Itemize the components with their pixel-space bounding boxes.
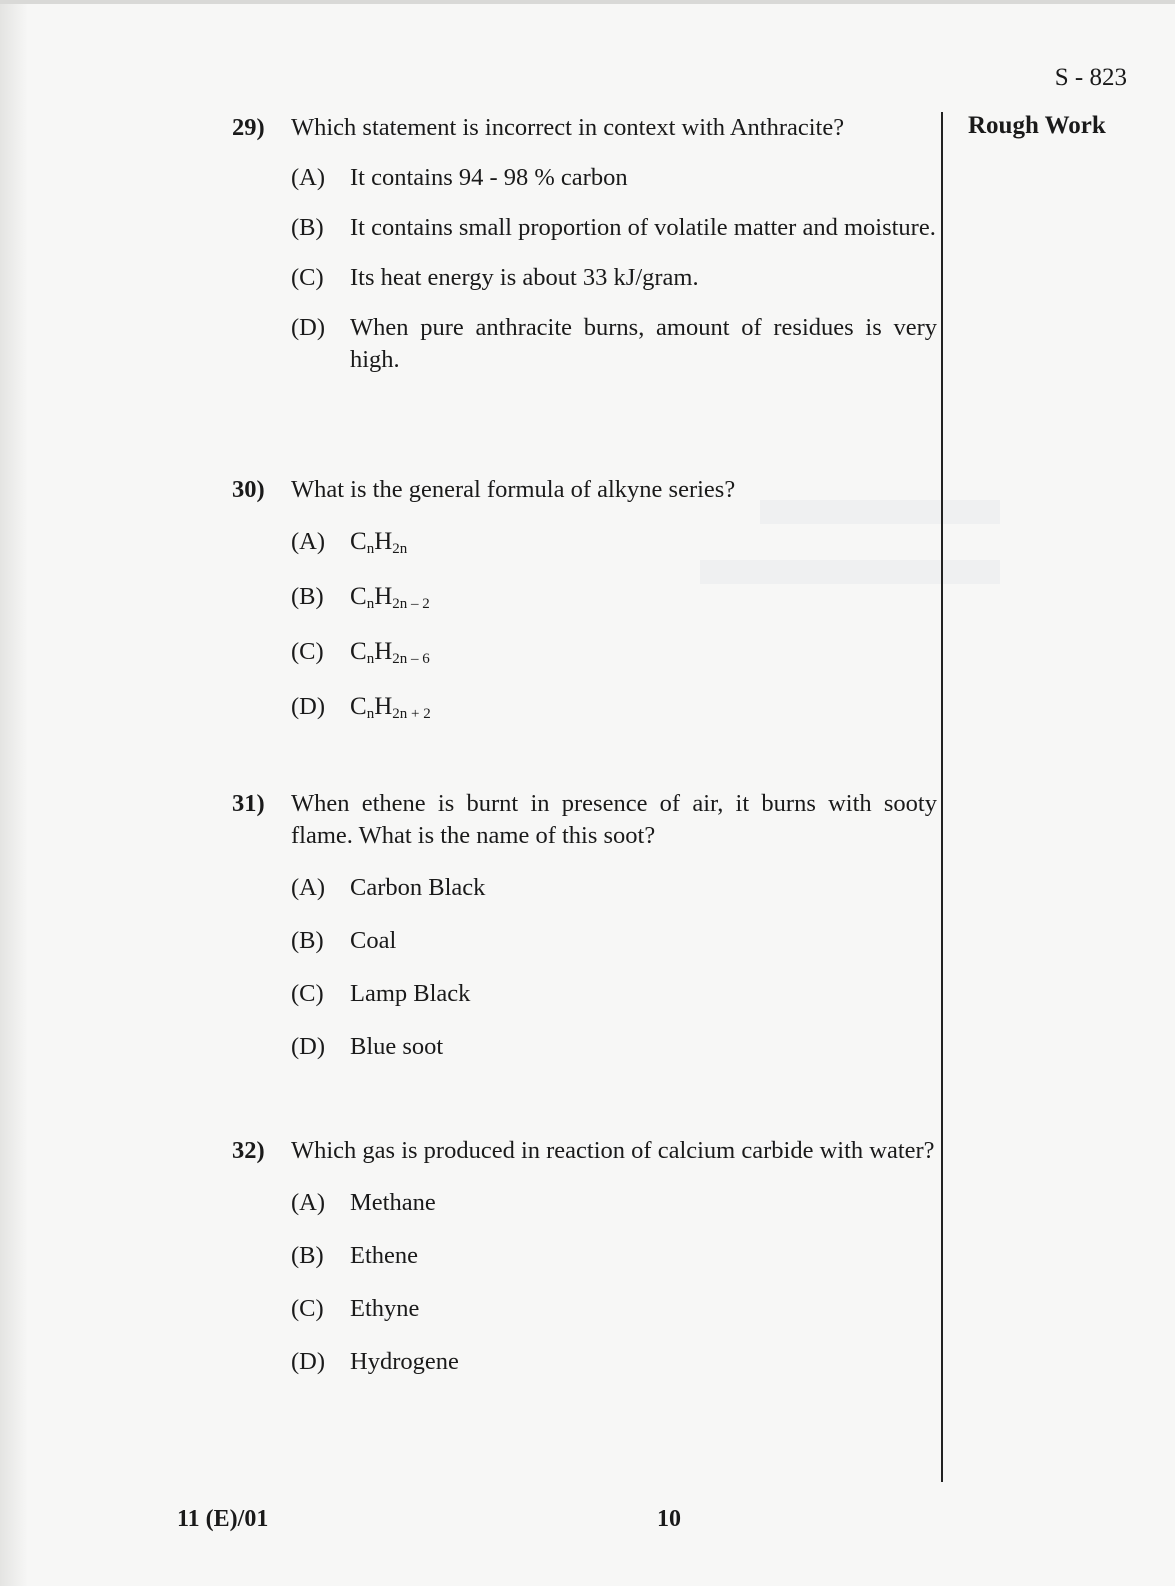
option-text: Methane [350, 1189, 436, 1216]
page-number: 10 [657, 1506, 681, 1532]
option-text: Blue soot [350, 1033, 444, 1060]
option-text: It contains small proportion of volatile matter and moisture. [350, 214, 936, 241]
formula-subscript: n [366, 596, 375, 612]
option-text: Its heat energy is about 33 kJ/gram. [350, 264, 699, 291]
formula [350, 526, 937, 561]
option-c [291, 1293, 937, 1325]
formula-hydrogen: H [374, 583, 393, 610]
option-letter: (D) [291, 314, 326, 341]
option-a [291, 872, 937, 904]
rough-work-heading: Rough Work [968, 112, 1106, 139]
formula-hydrogen: H [374, 693, 393, 720]
option-letter: (C) [291, 264, 324, 291]
option-text: Carbon Black [350, 874, 486, 901]
option-c [291, 978, 937, 1010]
option-letter: (C) [291, 638, 324, 665]
option-letter: (C) [291, 1295, 324, 1322]
option-letter: (B) [291, 1242, 324, 1269]
option-c [291, 636, 937, 671]
option-text: Ethyne [350, 1295, 420, 1322]
option-d [291, 1346, 937, 1378]
option-text: When pure anthracite burns, amount of residues is very high. [350, 314, 937, 373]
option-b [291, 1240, 937, 1272]
option-d [291, 1031, 937, 1063]
option-letter: (B) [291, 214, 324, 241]
question-text: Which statement is incorrect in context with Anthracite? [291, 114, 845, 141]
paper-code: S - 823 [1054, 64, 1127, 91]
formula-subscript: 2n – 2 [392, 596, 430, 612]
option-letter: (D) [291, 693, 326, 720]
top-edge [0, 0, 1175, 4]
question-30 [232, 474, 937, 726]
question-29 [232, 112, 937, 376]
question-number: 29) [232, 114, 265, 141]
option-text: Ethene [350, 1242, 419, 1269]
option-b [291, 212, 937, 244]
formula-carbon: C [350, 528, 367, 555]
question-text: When ethene is burnt in presence of air, it burns with sooty flame. What is the name of this soot? [291, 790, 937, 849]
option-letter: (C) [291, 980, 324, 1007]
option-a [291, 162, 937, 194]
formula-subscript: 2n [392, 541, 408, 557]
option-letter: (B) [291, 583, 324, 610]
option-letter: (A) [291, 164, 326, 191]
option-d [291, 312, 937, 376]
question-31 [232, 788, 937, 1063]
formula [350, 581, 937, 616]
option-text: Hydrogene [350, 1348, 459, 1375]
option-letter: (D) [291, 1033, 326, 1060]
formula [350, 636, 937, 671]
page-edge-shadow [0, 0, 28, 1586]
option-c [291, 262, 937, 294]
question-number: 30) [232, 476, 265, 503]
formula-hydrogen: H [374, 528, 393, 555]
option-letter: (D) [291, 1348, 326, 1375]
formula-carbon: C [350, 583, 367, 610]
formula-subscript: n [366, 651, 375, 667]
option-text: Coal [350, 927, 397, 954]
option-b [291, 581, 937, 616]
question-text: What is the general formula of alkyne series? [291, 476, 736, 503]
footer-code: 11 (E)/01 [177, 1506, 269, 1532]
rough-work-divider [941, 112, 943, 1482]
question-number: 31) [232, 790, 265, 817]
formula-hydrogen: H [374, 638, 393, 665]
formula-carbon: C [350, 693, 367, 720]
formula-subscript: 2n – 6 [392, 651, 430, 667]
option-b [291, 925, 937, 957]
option-letter: (A) [291, 528, 326, 555]
option-letter: (B) [291, 927, 324, 954]
formula-subscript: 2n + 2 [392, 706, 431, 722]
formula-subscript: n [366, 706, 375, 722]
option-text: It contains 94 - 98 % carbon [350, 164, 628, 191]
formula-subscript: n [366, 541, 375, 557]
option-a [291, 1187, 937, 1219]
option-letter: (A) [291, 874, 326, 901]
option-a [291, 526, 937, 561]
formula [350, 691, 937, 726]
option-d [291, 691, 937, 726]
question-32 [232, 1135, 937, 1378]
formula-carbon: C [350, 638, 367, 665]
question-text: Which gas is produced in reaction of calcium carbide with water? [291, 1137, 935, 1164]
option-text: Lamp Black [350, 980, 471, 1007]
option-letter: (A) [291, 1189, 326, 1216]
question-number: 32) [232, 1137, 265, 1164]
